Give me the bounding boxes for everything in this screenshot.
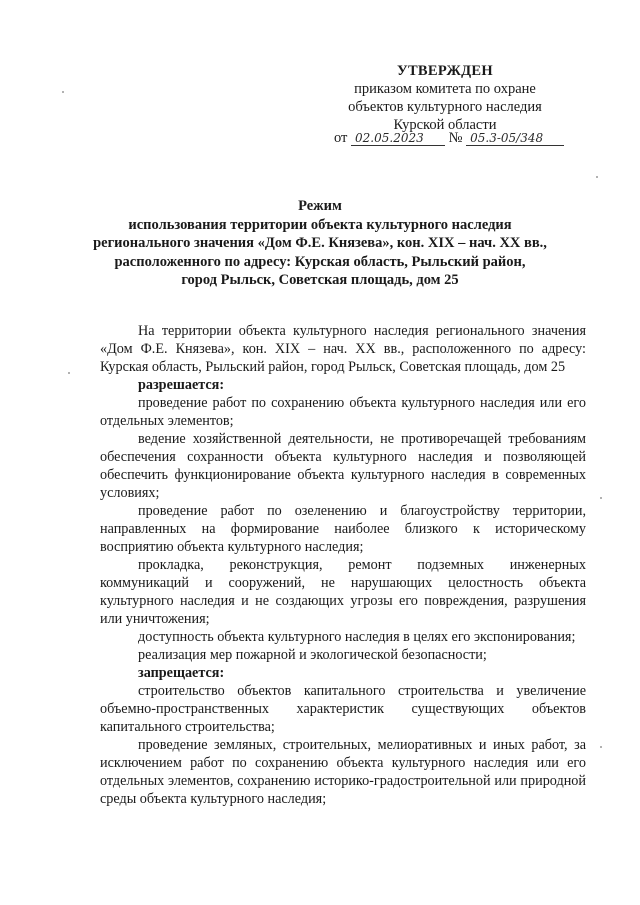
scan-speck bbox=[68, 372, 70, 374]
allowed-item: реализация мер пожарной и экологической безопасности; bbox=[138, 647, 487, 663]
allowed-item: прокладка, реконструкция, ремонт подземных инженерных коммуникаций и сооружений, не нарушающих целостность объекта культурного наследия и не создающих угрозы его повреждения, разрушения или уничтожения; bbox=[100, 557, 586, 627]
heading-line: регионального значения «Дом Ф.Е. Князева», кон. XIX – нач. XX вв., bbox=[93, 235, 547, 251]
document-body bbox=[100, 322, 586, 808]
heading-line: использования территории объекта культурного наследия bbox=[128, 216, 512, 233]
allowed-label: разрешается: bbox=[138, 377, 225, 393]
approval-line: приказом комитета по охране bbox=[354, 81, 536, 97]
approval-line: Курской области bbox=[393, 117, 497, 133]
document-heading bbox=[60, 197, 580, 290]
approval-title: УТВЕРЖДЕН bbox=[397, 63, 493, 79]
forbidden-label: запрещается: bbox=[138, 665, 225, 681]
handwritten-date: 02.05.2023 bbox=[351, 131, 445, 146]
scan-speck bbox=[600, 746, 602, 748]
number-label: № bbox=[448, 130, 463, 146]
from-label: от bbox=[334, 130, 348, 146]
scan-speck bbox=[62, 91, 64, 93]
order-date-number bbox=[334, 130, 564, 147]
forbidden-item: строительство объектов капитального строительства и увеличение объемно-пространственных характеристик существующих объектов капитального строительства; bbox=[100, 683, 586, 735]
allowed-item: доступность объекта культурного наследия в целях его экспонирования; bbox=[138, 629, 576, 645]
heading-title: Режим bbox=[298, 198, 342, 214]
approval-block bbox=[320, 62, 570, 134]
intro-paragraph: На территории объекта культурного наследия регионального значения «Дом Ф.Е. Князева», кон. XIX – нач. XX вв., расположенного по адресу: Курская область, Рыльский район, город Рыльск, Советская площадь, дом 25 bbox=[100, 323, 586, 375]
scan-speck bbox=[596, 176, 598, 178]
handwritten-number: 05.3-05/348 bbox=[466, 131, 564, 146]
allowed-item: ведение хозяйственной деятельности, не противоречащей требованиям обеспечения сохранности объекта культурного наследия и позволяющей обеспечить функционирование объекта культурного наследия в современных условиях; bbox=[100, 431, 586, 501]
allowed-item: проведение работ по озеленению и благоустройству территории, направленных на формирование наиболее близкого к историческому восприятию объекта культурного наследия; bbox=[100, 503, 586, 555]
heading-line: город Рыльск, Советская площадь, дом 25 bbox=[181, 272, 459, 288]
heading-line: расположенного по адресу: Курская область, Рыльский район, bbox=[114, 253, 526, 270]
allowed-item: проведение работ по сохранению объекта культурного наследия или его отдельных элементов; bbox=[100, 395, 586, 429]
scan-speck bbox=[600, 497, 602, 499]
forbidden-item: проведение земляных, строительных, мелиоративных и иных работ, за исключением работ по сохранению объекта культурного наследия или его отдельных элементов, сохранению историко-градостроительной или природной среды объекта культурного наследия; bbox=[100, 737, 586, 807]
approval-line: объектов культурного наследия bbox=[348, 99, 542, 115]
